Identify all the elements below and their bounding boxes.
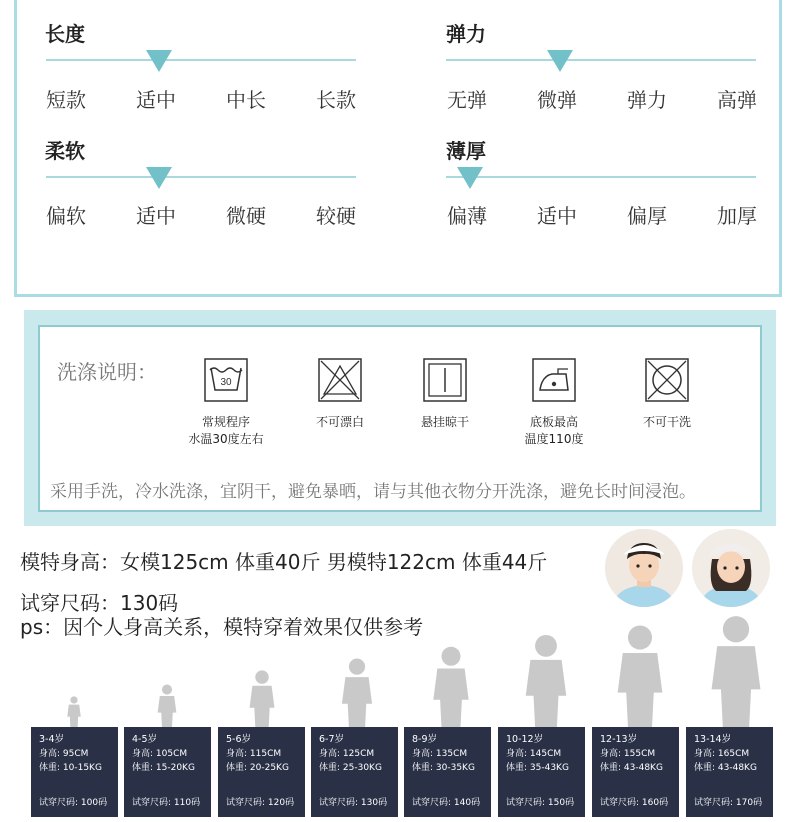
model-disclaimer: ps：因个人身高关系，模特穿着效果仅供参考: [20, 615, 424, 639]
silhouette-125-icon: [342, 659, 372, 727]
no-bleach-icon: [318, 358, 362, 402]
size-card: [498, 727, 585, 817]
no-bleach-label: 不可漂白: [315, 415, 364, 429]
size-height: 身高: 105CM: [132, 749, 188, 759]
size-trial: 试穿尺码: 170码: [694, 798, 763, 808]
softness-option: 微硬: [226, 204, 266, 228]
attr-title-softness: 柔软: [45, 139, 85, 163]
wash-temp-label: 30: [220, 377, 232, 388]
size-height: 身高: 115CM: [226, 749, 282, 759]
size-card: [218, 727, 305, 817]
length-option: 长款: [316, 88, 356, 112]
size-age: 5-6岁: [226, 734, 252, 745]
height-silhouettes: [0, 615, 790, 727]
size-weight: 体重: 20-25KG: [226, 763, 289, 773]
size-card: [592, 727, 679, 817]
silhouette-145-icon: [526, 635, 567, 727]
size-card: [404, 727, 491, 817]
elasticity-scale-line: [446, 59, 756, 61]
size-trial: 试穿尺码: 150码: [506, 798, 575, 808]
length-marker-icon: [146, 50, 172, 72]
softness-scale-line: [46, 176, 356, 178]
silhouette-165-icon: [712, 616, 761, 727]
iron-label-line1: 底板最高: [529, 415, 578, 429]
size-weight: 体重: 25-30KG: [319, 763, 382, 773]
size-age: 8-9岁: [412, 734, 438, 745]
length-scale-line: [46, 59, 356, 61]
size-age: 13-14岁: [694, 734, 732, 745]
attr-title-elasticity: 弹力: [446, 22, 486, 46]
size-trial: 试穿尺码: 160码: [600, 798, 669, 808]
elasticity-option: 无弹: [447, 88, 487, 112]
model-measurements: 模特身高：女模125cm 体重40斤 男模特122cm 体重44斤: [20, 550, 548, 574]
silhouette-105-icon: [158, 685, 177, 727]
elasticity-option: 高弹: [717, 88, 757, 112]
size-weight: 体重: 43-48KG: [694, 763, 757, 773]
wash-title: 洗涤说明：: [57, 360, 157, 384]
size-height: 身高: 95CM: [39, 749, 89, 759]
wash-label-line1: 常规程序: [201, 415, 250, 429]
softness-option: 偏软: [46, 204, 86, 228]
thickness-option: 加厚: [717, 204, 757, 228]
size-height: 身高: 155CM: [600, 749, 656, 759]
silhouette-115-icon: [250, 670, 275, 727]
no-dry-clean-icon: [645, 358, 689, 402]
elasticity-option-selected: 微弹: [537, 88, 577, 112]
size-height: 身高: 125CM: [319, 749, 375, 759]
boy-model-avatar: [605, 529, 683, 607]
model-trial-size: 试穿尺码：130码: [20, 591, 179, 615]
size-card: [686, 727, 773, 817]
size-trial: 试穿尺码: 100码: [39, 798, 108, 808]
girl-model-avatar: [692, 529, 770, 607]
size-weight: 体重: 10-15KG: [39, 763, 102, 773]
size-trial: 试穿尺码: 130码: [319, 798, 388, 808]
size-height: 身高: 145CM: [506, 749, 562, 759]
wash-note: 采用手洗，冷水洗涤，宜阴干，避免暴晒，请与其他衣物分开洗涤，避免长时间浸泡。: [50, 482, 696, 502]
attr-title-thickness: 薄厚: [446, 139, 486, 163]
length-option: 中长: [226, 88, 266, 112]
length-option-selected: 适中: [136, 88, 176, 112]
thickness-scale-line: [446, 176, 756, 178]
size-trial: 试穿尺码: 110码: [132, 798, 201, 808]
size-weight: 体重: 43-48KG: [600, 763, 663, 773]
silhouette-155-icon: [618, 626, 663, 727]
size-card: [31, 727, 118, 817]
iron-low-icon: [532, 358, 576, 402]
thickness-marker-icon: [457, 167, 483, 189]
iron-label-line2: 温度110度: [524, 432, 584, 446]
size-age: 3-4岁: [39, 734, 65, 745]
size-height: 身高: 135CM: [412, 749, 468, 759]
silhouette-95-icon: [67, 696, 81, 727]
size-weight: 体重: 15-20KG: [132, 763, 195, 773]
size-trial: 试穿尺码: 140码: [412, 798, 481, 808]
no-dry-clean-label: 不可干洗: [642, 415, 691, 429]
size-age: 12-13岁: [600, 734, 638, 745]
size-weight: 体重: 30-35KG: [412, 763, 475, 773]
hang-dry-label: 悬挂晾干: [420, 415, 469, 429]
softness-option-selected: 适中: [136, 204, 176, 228]
thickness-option-selected: 偏薄: [447, 204, 487, 228]
elasticity-option: 弹力: [627, 88, 667, 112]
size-weight: 体重: 35-43KG: [506, 763, 569, 773]
elasticity-marker-icon: [547, 50, 573, 72]
size-height: 身高: 165CM: [694, 749, 750, 759]
size-trial: 试穿尺码: 120码: [226, 798, 295, 808]
size-card: [124, 727, 211, 817]
wash-label-line2: 水温30度左右: [188, 432, 264, 446]
wash-30-icon: [204, 358, 248, 402]
size-age: 4-5岁: [132, 734, 158, 745]
size-age: 10-12岁: [506, 734, 544, 745]
softness-marker-icon: [146, 167, 172, 189]
thickness-option: 适中: [537, 204, 577, 228]
length-option: 短款: [46, 88, 86, 112]
size-age: 6-7岁: [319, 734, 345, 745]
silhouette-135-icon: [433, 647, 468, 727]
hang-dry-icon: [423, 358, 467, 402]
thickness-option: 偏厚: [627, 204, 667, 228]
softness-option: 较硬: [316, 204, 356, 228]
fabric-attributes-panel: [14, 0, 782, 297]
attr-title-length: 长度: [45, 22, 85, 46]
size-card: [311, 727, 398, 817]
